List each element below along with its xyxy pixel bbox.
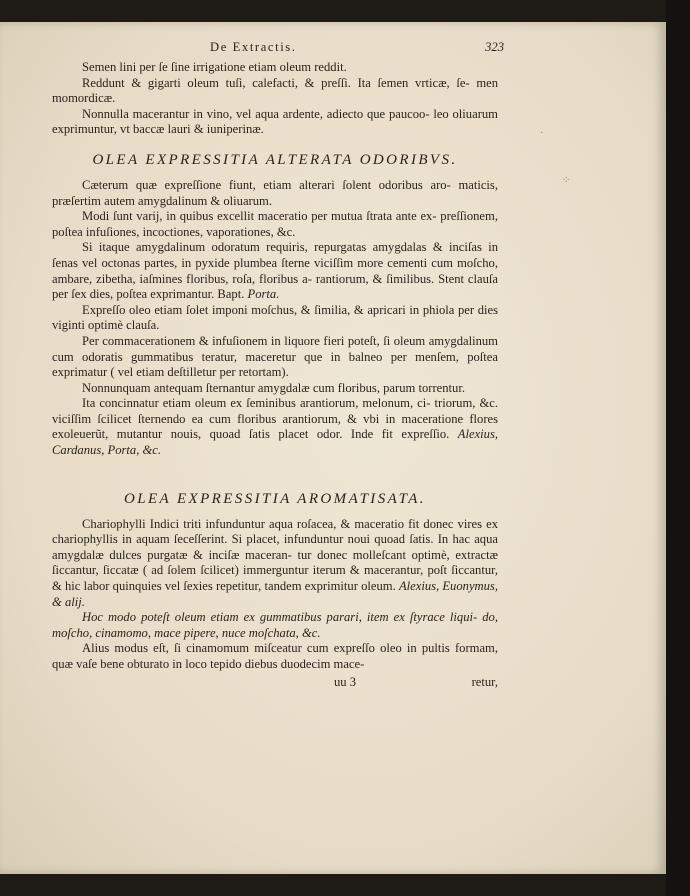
page-number: 323 (485, 40, 504, 54)
paragraph: Chariophylli Indici triti infunduntur aqua roſacea, & maceratio fit donec vires ex chariophyllis in aquam ſeceſſerint. Si placet, infunduntur noui quoad ſatis. In hac aqua amygdalæ dulces purgatæ & inciſæ maceran- tur donec molleſcant optimè, extractæ ſiccantur, ſiccatæ ( ad ſolem ſcilicet) immerguntur iterum & macerantur, poſt ſiccantur, & hic labor quinquies vel ſexies repetitur, tandem exprimitur oleum. Alexius, Euonymus, & alij. (52, 516, 499, 609)
catchword: retur, (471, 674, 498, 689)
signature-mark: uu 3 (334, 674, 357, 689)
section-title: OLEA EXPRESSITIA ALTERATA ODORIBVS. (92, 151, 458, 168)
section-title: OLEA EXPRESSITIA AROMATISATA. (124, 490, 426, 507)
page-edge-shadow (666, 0, 690, 896)
paper-stain: ⁘ (562, 175, 571, 186)
paragraph: Nonnulla macerantur in vino, vel aqua ardente, adiecto que paucoo- leo oliuarum exprimuntur, vt baccæ lauri & iuniperinæ. (52, 106, 498, 137)
paragraph: Reddunt & gigarti oleum tuſi, calefacti, & preſſi. Ita ſemen vrticæ, ſe- men momordicæ. (52, 75, 499, 106)
citation: Alexius, Cardanus, Porta, &c. (52, 427, 499, 458)
paragraph: Alius modus eſt, ſi cinamomum miſceatur cum expreſſo oleo in pultis formam, quæ vaſe bene obturato in loco tepido diebus duodecim mace- (52, 641, 498, 671)
page-text (52, 40, 504, 691)
paragraph: Expreſſo oleo etiam ſolet imponi moſchus, & ſimilia, & apricari in phiola per dies viginti optimè clauſa. (52, 302, 499, 333)
paper-speck: · (540, 128, 544, 139)
paragraph: Semen lini per ſe ſine irrigatione etiam oleum reddit. (82, 60, 347, 74)
paragraph: Ita concinnatur etiam oleum ex ſeminibus arantiorum, melonum, ci- triorum, &c. viciſſim ſcilicet ſternendo ea cum floribus arantiorum, & vbi in maceratione flores exoleuerũt, mutantur nouis, quoad ſatis placet odor. Inde fit expreſſio. Alexius, Cardanus, Porta, &c. (52, 396, 499, 458)
paragraph: Hoc modo poteſt oleum etiam ex gummatibus parari, item ex ſtyrace liqui- do, moſcho, cinamomo, mace pipere, nuce moſchata, &c. (52, 610, 498, 640)
paragraph: Cæterum quæ expreſſione fiunt, etiam alterari ſolent odoribus aro- maticis, præſertim autem amygdalinum & oliuarum. (52, 177, 498, 208)
paragraph: Per commacerationem & infuſionem in liquore fieri poteſt, ſi oleum amygdalinum cum odoratis gummatibus teratur, maceretur que in balneo per menſem, poſtea exprimatur ( vel etiam deſtilletur per retortam). (52, 333, 498, 380)
page-header (52, 40, 504, 60)
spacer (52, 459, 498, 477)
paragraph: Modi ſunt varij, in quibus excellit maceratio per mutua ſtrata ante ex- preſſionem, poſtea infuſiones, incoctiones, vaporationes, &c. (52, 209, 498, 239)
page-footer (52, 675, 498, 691)
paragraph: Nonnunquam antequam ſternantur amygdalæ cum floribus, parum torrentur. (82, 380, 465, 395)
running-head: De Extractis. (210, 40, 297, 54)
citation: Alexius, Euonymus, (398, 579, 498, 594)
paragraph: Si itaque amygdalinum odoratum requiris, repurgatas amygdalas & inciſas in ſenas vel octonas partes, in pyxide plumbea ſterne viciſſim more cementi cum moſcho, ambare, zibetha, iaſmines floribus, roſa, floribus a- rantiorum, & ſimilibus. Stent clauſa per ſex dies, poſtea exprimantur. Bapt. Porta. (52, 240, 498, 302)
